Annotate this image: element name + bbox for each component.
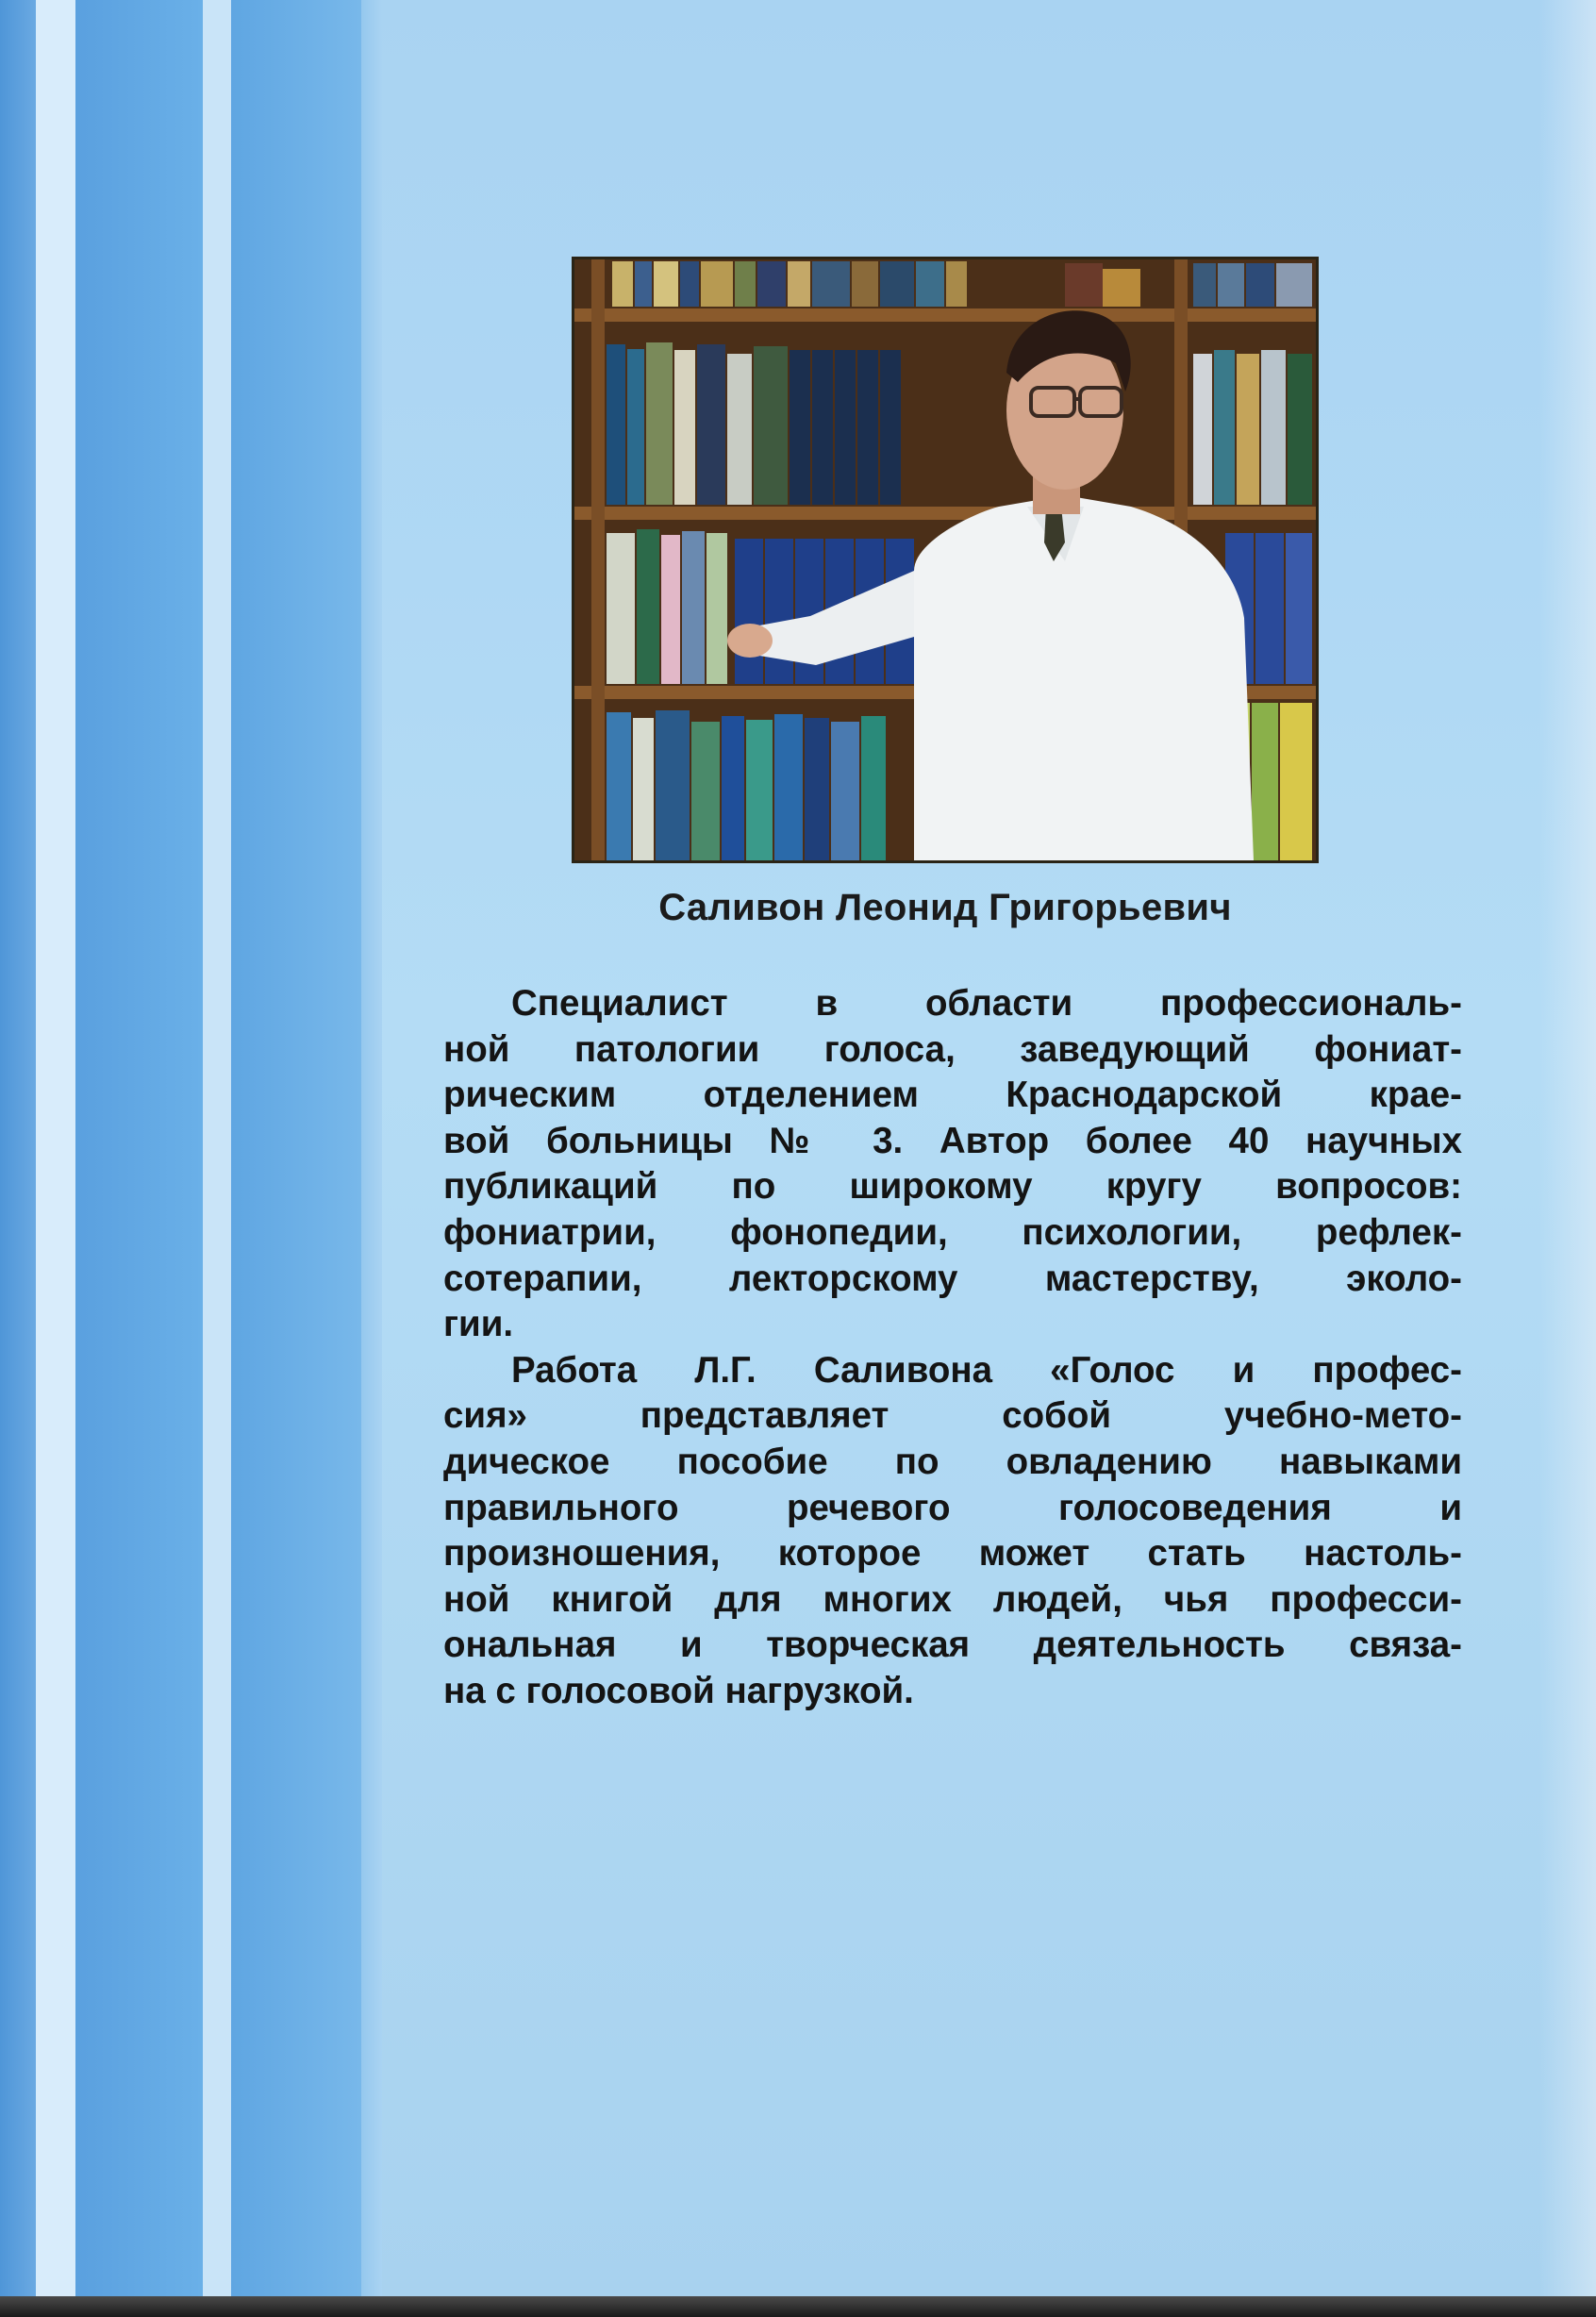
bio-line: на с голосовой нагрузкой. [443, 1670, 914, 1711]
author-photo [572, 257, 1319, 863]
cover-bottom-edge [0, 2296, 1596, 2317]
cover-stripe [361, 0, 382, 2317]
cover-stripe [231, 0, 361, 2317]
bio-paragraph [443, 1348, 1462, 1715]
bio-line: гии. [443, 1304, 514, 1345]
cover-stripe [75, 0, 203, 2317]
bio-line: вой больницы № 3. Автор более 40 научных [443, 1120, 1462, 1161]
bio-line: произношения, которое может стать настоль- [443, 1533, 1462, 1575]
bio-line: ной патологии голоса, заведующий фониат- [443, 1028, 1462, 1070]
bio-line: сотерапии, лекторскому мастерству, эколо- [443, 1258, 1462, 1299]
bio-line: ной книгой для многих людей, чья професси- [443, 1578, 1462, 1620]
bio-line: публикаций по широкому кругу вопросов: [443, 1166, 1462, 1208]
cover-stripe [36, 0, 75, 2317]
bio-line: Работа Л.Г. Саливона «Голос и профес- [511, 1349, 1462, 1391]
author-biography [443, 981, 1462, 1715]
bio-paragraph [443, 981, 1462, 1348]
bio-line: сия» представляет собой учебно-мето- [443, 1395, 1462, 1437]
author-name: Саливон Леонид Григорьевич [658, 887, 1232, 928]
cover-stripe [203, 0, 231, 2317]
cover-stripe [0, 0, 36, 2317]
cover-edge-wear [1539, 0, 1596, 2317]
bio-line: фониатрии, фонопедии, психологии, рефлек- [443, 1211, 1462, 1253]
bio-line: ональная и творческая деятельность связа- [443, 1625, 1462, 1666]
bio-line: Специалист в области профессиональ- [511, 983, 1462, 1024]
bio-line: дическое пособие по овладению навыками [443, 1441, 1462, 1482]
bio-line: рическим отделением Краснодарской крае- [443, 1075, 1462, 1116]
bio-line: правильного речевого голосоведения и [443, 1487, 1462, 1528]
